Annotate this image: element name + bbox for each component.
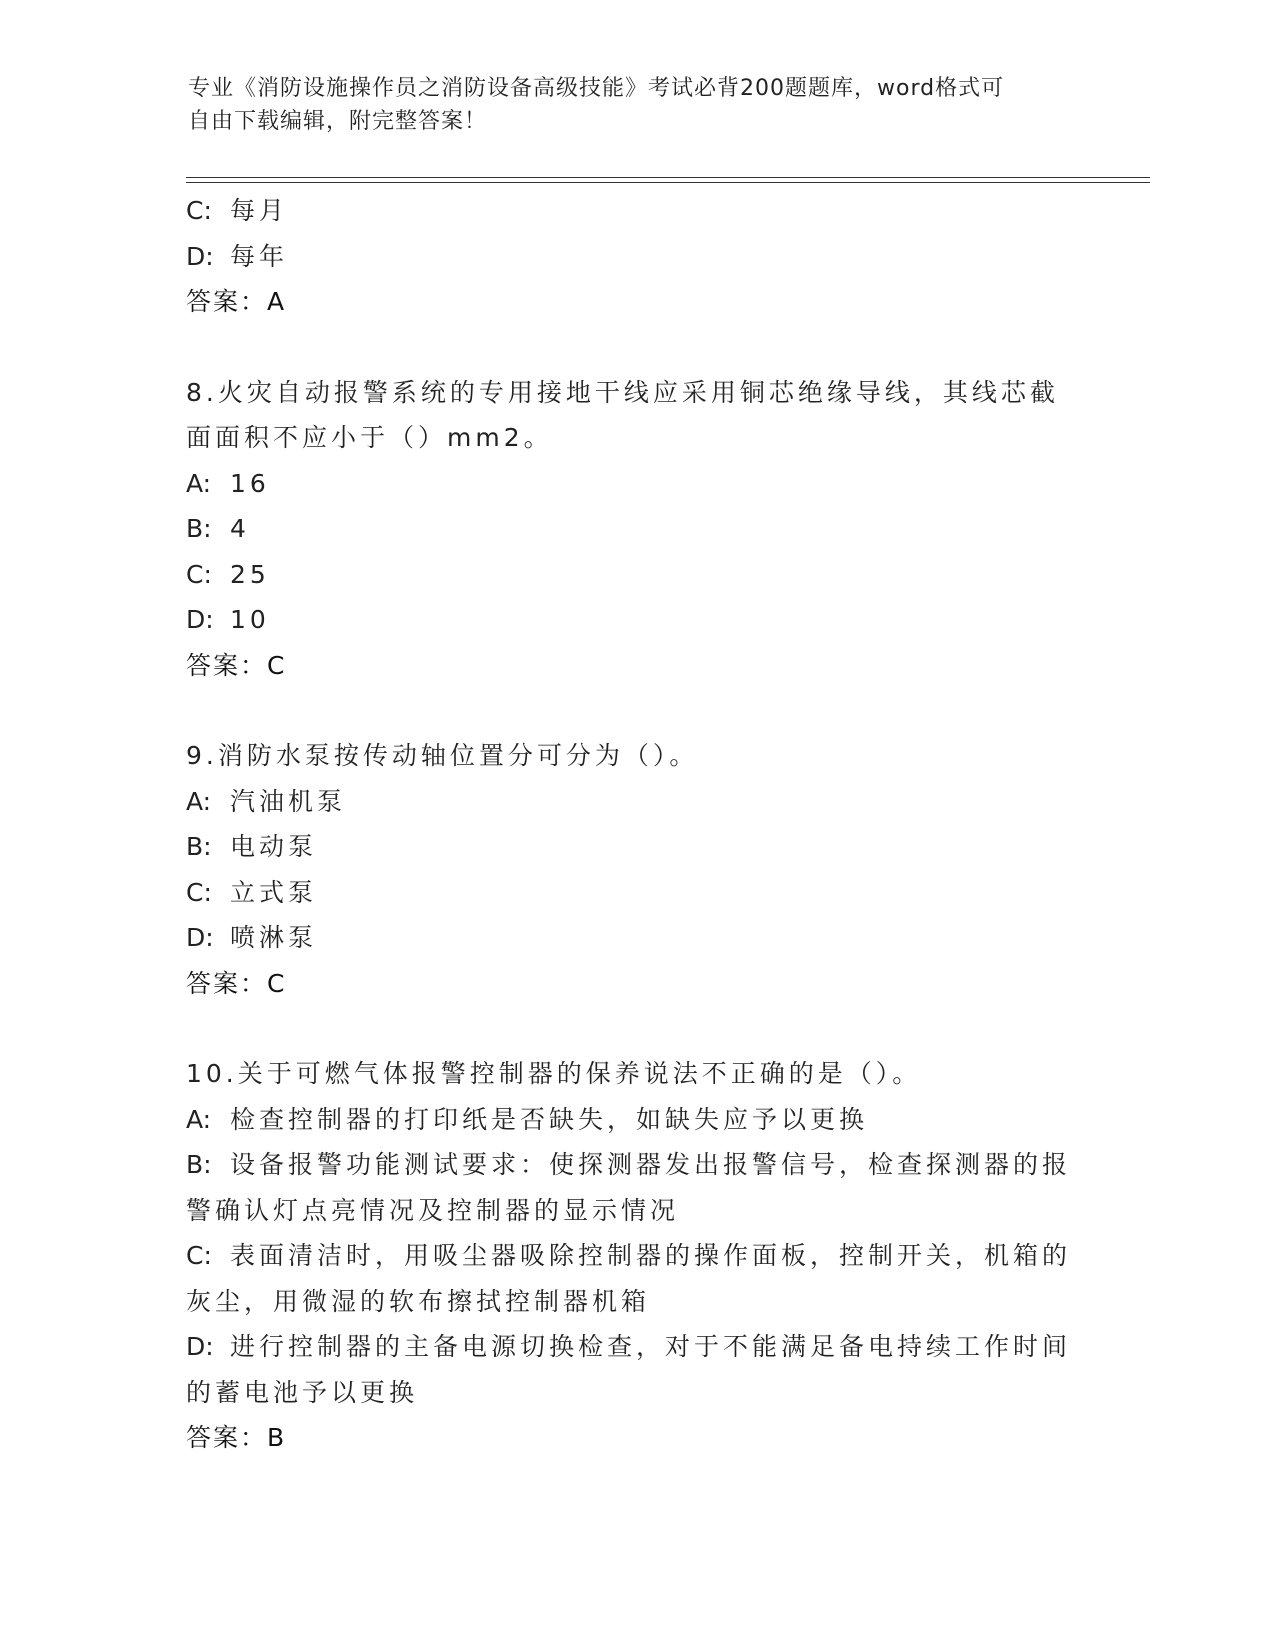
option-c: C: 表面清洁时，用吸尘器吸除控制器的操作面板，控制开关，机箱的 bbox=[186, 1241, 1072, 1270]
option-d: D: 10 bbox=[186, 605, 270, 634]
option-a: A: 16 bbox=[186, 468, 270, 498]
option-c: C: 立式泵 bbox=[186, 877, 318, 907]
question-8 bbox=[186, 370, 1086, 689]
option-a: A: 检查控制器的打印纸是否缺失，如缺失应予以更换 bbox=[186, 1104, 869, 1134]
answer-value: A bbox=[267, 287, 287, 316]
option-d: D: 每年 bbox=[186, 241, 289, 271]
option-d: D: 喷淋泵 bbox=[186, 923, 318, 952]
option-b-continued: 警确认灯点亮情况及控制器的显示情况 bbox=[186, 1195, 680, 1225]
question-stem-line: 9.消防水泵按传动轴位置分可分为（）。 bbox=[186, 741, 699, 770]
prev-question bbox=[186, 188, 1086, 325]
answer-value: C bbox=[267, 650, 287, 680]
option-c-continued: 灰尘，用微湿的软布擦拭控制器机箱 bbox=[186, 1286, 651, 1316]
header-divider-top bbox=[186, 177, 1150, 178]
option-b: B: 设备报警功能测试要求：使探测器发出报警信号，检查探测器的报 bbox=[186, 1150, 1072, 1179]
answer-line: 答案：B bbox=[186, 1423, 287, 1452]
option-d-continued: 的蓄电池予以更换 bbox=[186, 1377, 419, 1407]
answer-line: 答案：C bbox=[186, 968, 287, 998]
option-a: A: 汽油机泵 bbox=[186, 786, 347, 816]
answer-line: 答案：C bbox=[186, 650, 287, 680]
option-d: D: 进行控制器的主备电源切换检查，对于不能满足备电持续工作时间 bbox=[186, 1332, 1072, 1361]
header-line-2: 自由下载编辑，附完整答案！ bbox=[188, 109, 488, 134]
question-stem-line: 10.关于可燃气体报警控制器的保养说法不正确的是（）。 bbox=[186, 1059, 922, 1088]
option-c: C: 每月 bbox=[186, 196, 289, 225]
document-header bbox=[188, 72, 1068, 138]
question-content bbox=[186, 188, 1086, 1461]
header-line-1: 专业《消防设施操作员之消防设备高级技能》考试必背200题题库，word格式可 bbox=[188, 76, 1005, 101]
option-b: B: 电动泵 bbox=[186, 832, 318, 861]
option-c: C: 25 bbox=[186, 559, 270, 589]
question-stem-line: 面面积不应小于（）mm2。 bbox=[186, 423, 553, 452]
answer-value: C bbox=[267, 968, 287, 998]
answer-line: 答案：A bbox=[186, 287, 287, 316]
question-9 bbox=[186, 733, 1086, 1006]
header-divider-bottom bbox=[186, 182, 1150, 183]
question-stem-line: 8.火灾自动报警系统的专用接地干线应采用铜芯绝缘导线，其线芯截 bbox=[186, 377, 1059, 407]
answer-value: B bbox=[267, 1423, 287, 1452]
option-b: B: 4 bbox=[186, 514, 250, 543]
question-10 bbox=[186, 1051, 1086, 1461]
